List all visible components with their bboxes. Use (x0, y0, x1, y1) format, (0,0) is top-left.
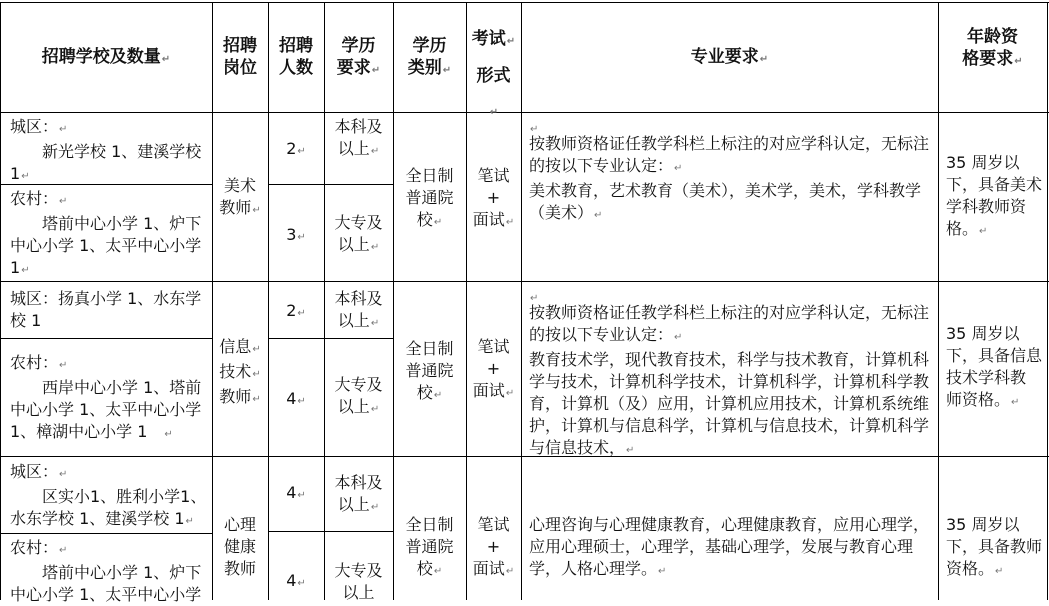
post-cell: 信息↵ 技术↵ 教师↵ (219, 337, 261, 406)
major-cell: 心理咨询与心理健康教育，心理健康教育，应用心理学，应用心理硕士，心理学，基础心理学，发展与教育心理学，人格心理学。↵ (529, 515, 930, 578)
header-edu-type: 学历 类别↵ (407, 36, 452, 78)
edu-type-cell: 全日制 普通院 校↵ (405, 166, 454, 229)
edu-type-cell: 全日制 普通院 校↵ (405, 515, 454, 578)
header-age: 年龄资 格要求↵ (962, 27, 1023, 69)
count-cell: 4↵ (286, 483, 306, 502)
header-major: 专业要求↵ (690, 47, 769, 67)
rural-schools-cell: 农村：↵ 西岸中心小学 1、塔前 中心小学 1、太平中心小学 1、樟湖中心小学 1 ↵ (10, 353, 202, 441)
urban-schools-cell: 城区：↵ 区实小1、胜利小学1、 水东学校 1、建溪学校 1↵ (10, 462, 207, 528)
exam-cell: 笔试 + 面试↵ (472, 337, 515, 400)
header-post: 招聘 岗位 (223, 36, 257, 78)
header-school: 招聘学校及数量↵ (41, 47, 171, 67)
major-cell: ↵ 按教师资格证任教学科栏上标注的对应学科认定，无标注的按以下专业认定：↵ 教育技术学，现代教育技术，科学与技术教育，计算机科学与技术，计算机科学技术，计算机科学，计算机科学教育，计算机（及）应用，计算机应用技术，计算机系统维护，计算机与信息科学，计算机与信息技术，计算机科学与信息技术，↵ (529, 293, 930, 457)
header-exam: 考试↵ 形式 ↵ (471, 29, 516, 118)
edu-req-cell: 大专及 以上 (334, 561, 383, 602)
header-count: 招聘 人数 (279, 36, 313, 78)
age-cell: 35 周岁以 下，具备信息 技术学科教 师资格。↵ (946, 324, 1043, 409)
edu-type-cell: 全日制 普通院 校↵ (405, 339, 454, 402)
rural-schools-cell: 农村：↵ 塔前中心小学 1、炉下 中心小学 1、太平中心小学 (10, 538, 202, 604)
exam-cell: 笔试 + 面试↵ (472, 166, 515, 229)
edu-req-cell: 大专及 以上↵ (334, 375, 383, 416)
urban-schools-cell: 城区：扬真小学 1、水东学 校 1 (10, 289, 202, 330)
count-cell: 2↵ (286, 139, 306, 158)
age-cell: 35 周岁以 下，具备美术 学科教师资 格。↵ (946, 153, 1043, 238)
age-cell: 35 周岁以 下，具备教师 资格。↵ (946, 515, 1043, 578)
count-cell: 4↵ (286, 389, 306, 408)
post-cell: 心理 健康 教师 (223, 515, 256, 578)
edu-req-cell: 大专及 以上↵ (334, 213, 383, 254)
count-cell: 4↵ (286, 571, 306, 590)
edu-req-cell: 本科及 以上↵ (334, 117, 383, 158)
major-cell: ↵ 按教师资格证任教学科栏上标注的对应学科认定，无标注的按以下专业认定：↵ 美术教育，艺术教育（美术），美术学，美术，学科教学（美术）↵ (529, 124, 930, 222)
exam-cell: 笔试 + 面试↵ (472, 515, 515, 578)
rural-schools-cell: 农村：↵ 塔前中心小学 1、炉下 中心小学 1、太平中心小学 1↵ (10, 189, 202, 277)
edu-req-cell: 本科及 以上↵ (334, 473, 383, 514)
edu-req-cell: 本科及 以上↵ (334, 289, 383, 330)
post-cell: 美术 教师↵ (219, 176, 261, 217)
count-cell: 2↵ (286, 301, 306, 320)
urban-schools-cell: 城区：↵ 新光学校 1、建溪学校 1↵ (10, 117, 202, 183)
count-cell: 3↵ (286, 225, 306, 244)
header-edu-req: 学历 要求↵ (336, 36, 381, 78)
